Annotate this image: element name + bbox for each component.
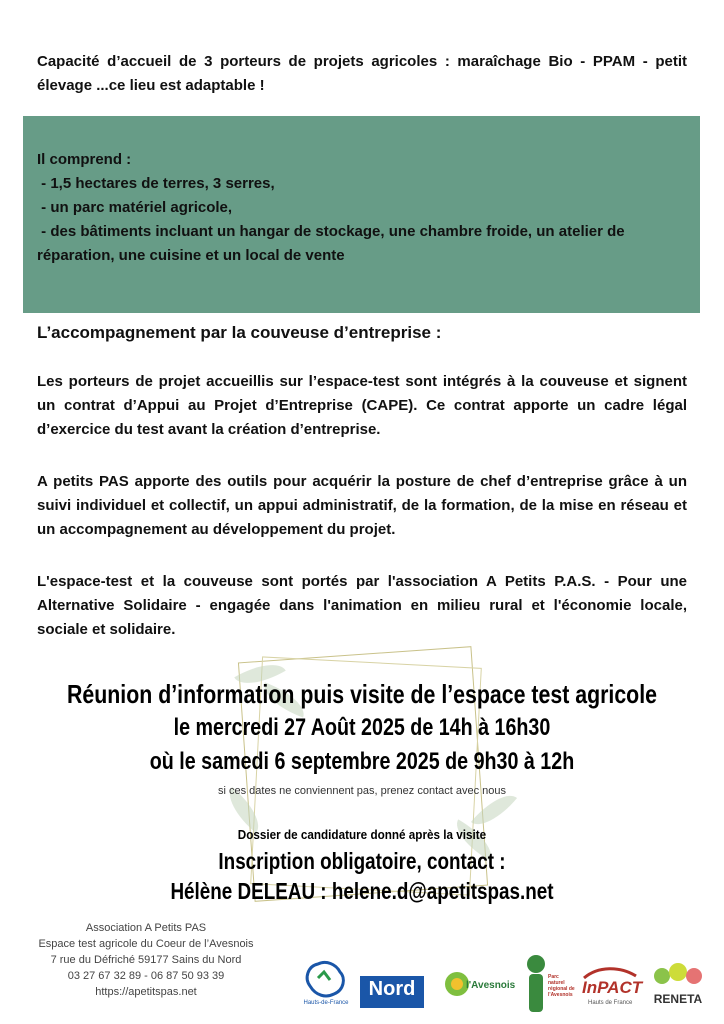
- features-line: - 1,5 hectares de terres, 3 serres,: [37, 175, 275, 192]
- features-box: [23, 116, 700, 313]
- footer-link[interactable]: https://apetitspas.net: [95, 986, 197, 998]
- features-list: [37, 148, 689, 268]
- parc-logo-icon: [524, 954, 548, 1014]
- impact-logo-sublabel: Hauts de France: [588, 1000, 633, 1006]
- event-date-2: où le samedi 6 septembre 2025 de 9h30 à 12h: [149, 748, 575, 775]
- event-contact[interactable]: Hélène DELEAU : helene.d@apetitspas.net: [170, 878, 554, 904]
- footer-line: 03 27 67 32 89 - 06 87 50 93 39: [67, 970, 225, 982]
- event-date-1: le mercredi 27 Août 2025 de 14h à 16h30: [173, 714, 551, 741]
- region-logo-label: Hauts-de-France: [303, 1000, 349, 1006]
- event-title: Réunion d’information puis visite de l’espace test agricole: [67, 679, 657, 709]
- nord-logo: [360, 976, 424, 1008]
- reneta-logo-icon: [648, 960, 708, 992]
- parc-logo: [524, 954, 576, 1014]
- event-inscription: Inscription obligatoire, contact :: [218, 848, 506, 874]
- features-line: - des bâtiments incluant un hangar de stockage, une chambre froide, un atelier de: [37, 223, 625, 240]
- nord-logo-label: Nord: [368, 978, 416, 1000]
- reneta-logo: [648, 960, 708, 1014]
- paragraph-cape: Les porteurs de projet accueillis sur l’espace-test sont intégrés à la couveuse et signent un contrat d’Appui au Projet d’Entreprise (CAPE). Ce contrat apporte un cadre légal d’exercice du test avant la création d’entreprise.: [37, 373, 687, 438]
- event-dossier: Dossier de candidature donné après la visite: [237, 827, 487, 842]
- footer-line: Espace test agricole du Coeur de l’Avesnois: [38, 938, 254, 950]
- footer-address: [14, 920, 278, 1000]
- avesnois-logo-label: l'Avesnois: [466, 980, 516, 991]
- impact-logo-label: InPACT: [582, 978, 643, 997]
- region-logo-icon: [300, 956, 352, 1002]
- paragraph-association: L'espace-test et la couveuse sont portés par l'association A Petits P.A.S. - Pour une Alternative Solidaire - engagée dans l'animation en milieu rural et l'économie locale, sociale et solidaire.: [37, 573, 687, 638]
- features-line: - un parc matériel agricole,: [37, 199, 233, 216]
- features-line: Il comprend :: [37, 151, 132, 168]
- partner-logos: [300, 950, 714, 1014]
- region-logo: [300, 956, 352, 1014]
- event-note: si ces dates ne conviennent pas, prenez contact avec nous: [217, 785, 506, 797]
- avesnois-logo: [442, 968, 514, 1012]
- reneta-logo-label: RENETA: [653, 992, 703, 1006]
- paragraph-tools: A petits PAS apporte des outils pour acquérir la posture de chef d’entreprise grâce à un suivi individuel et collectif, un appui administratif, de la formation, de la mise en réseau et un accompagnement au développement du projet.: [37, 473, 687, 538]
- features-line: réparation, une cuisine et un local de vente: [37, 247, 345, 264]
- impact-logo: [580, 964, 644, 1010]
- footer-line: 7 rue du Défriché 59177 Sains du Nord: [50, 954, 242, 966]
- parc-logo-label: Parc naturel régional de l'Avesnois: [548, 974, 575, 998]
- section-title: L’accompagnement par la couveuse d’entreprise :: [37, 323, 442, 342]
- footer-line: Association A Petits PAS: [85, 922, 207, 934]
- intro-text: Capacité d’accueil de 3 porteurs de projets agricoles : maraîchage Bio - PPAM - petit élevage ...ce lieu est adaptable !: [37, 53, 687, 94]
